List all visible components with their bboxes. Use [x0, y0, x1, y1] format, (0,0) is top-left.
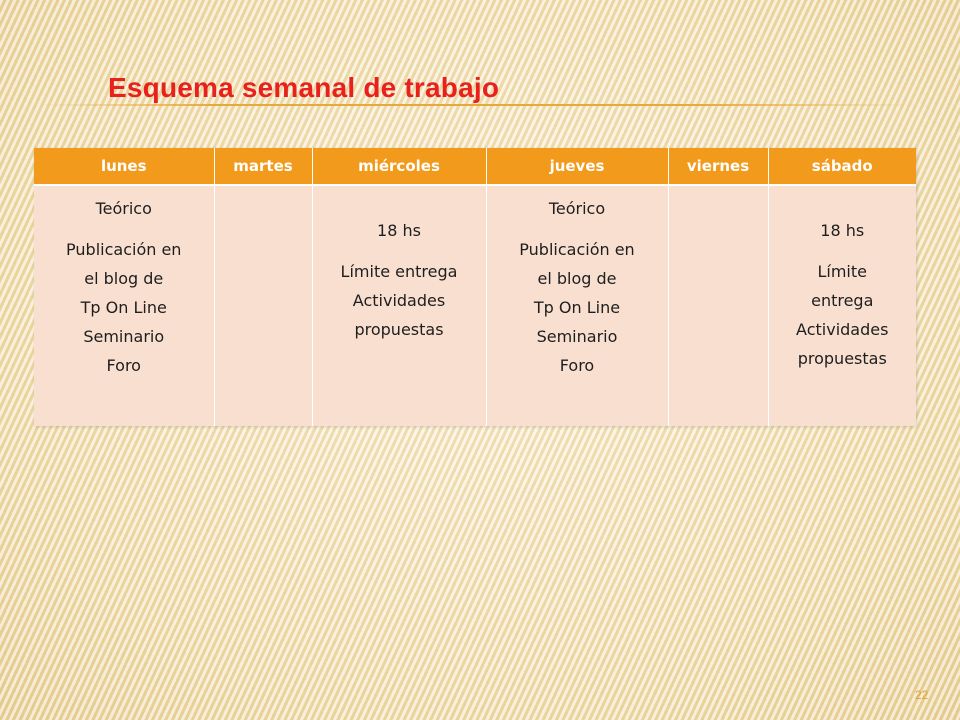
cell-text: Límite	[817, 262, 867, 281]
slide-title: Esquema semanal de trabajo	[108, 72, 500, 103]
cell-text: Actividades	[352, 291, 446, 310]
header-sabado: sábado	[768, 148, 916, 185]
cell-jueves	[486, 185, 668, 426]
cell-viernes	[668, 185, 768, 426]
cell-text: Seminario	[83, 327, 165, 346]
cell-text: Límite entrega	[340, 262, 458, 281]
cell-text: entrega	[811, 291, 874, 310]
schedule-row	[34, 185, 916, 426]
cell-spacer	[317, 245, 482, 257]
cell-miercoles	[312, 185, 486, 426]
page-number: 22	[915, 688, 929, 702]
header-miercoles: miércoles	[312, 148, 486, 185]
cell-time: 18 hs	[377, 221, 421, 240]
cell-text: Teórico	[548, 199, 606, 218]
cell-text: Publicación en	[519, 240, 635, 259]
weekly-schedule-table	[34, 148, 916, 426]
header-lunes: lunes	[34, 148, 214, 185]
header-jueves: jueves	[486, 148, 668, 185]
header-row	[34, 148, 916, 185]
cell-text: Seminario	[536, 327, 618, 346]
cell-text: propuestas	[797, 349, 887, 368]
cell-text: Publicación en	[66, 240, 182, 259]
cell-martes	[214, 185, 312, 426]
cell-sabado	[768, 185, 916, 426]
cell-spacer	[773, 245, 913, 257]
cell-text: Tp On Line	[80, 298, 167, 317]
cell-text: Actividades	[796, 320, 889, 339]
cell-lunes	[34, 185, 214, 426]
cell-text: Foro	[559, 356, 595, 375]
title-underline	[38, 104, 918, 106]
cell-spacer	[491, 223, 664, 235]
header-martes: martes	[214, 148, 312, 185]
header-viernes: viernes	[668, 148, 768, 185]
cell-text: Teórico	[95, 199, 152, 218]
cell-spacer	[38, 223, 210, 235]
cell-text: Foro	[106, 356, 141, 375]
cell-text: el blog de	[537, 269, 617, 288]
cell-text: el blog de	[84, 269, 164, 288]
cell-time: 18 hs	[820, 221, 865, 240]
cell-text: Tp On Line	[533, 298, 621, 317]
cell-text: propuestas	[354, 320, 444, 339]
